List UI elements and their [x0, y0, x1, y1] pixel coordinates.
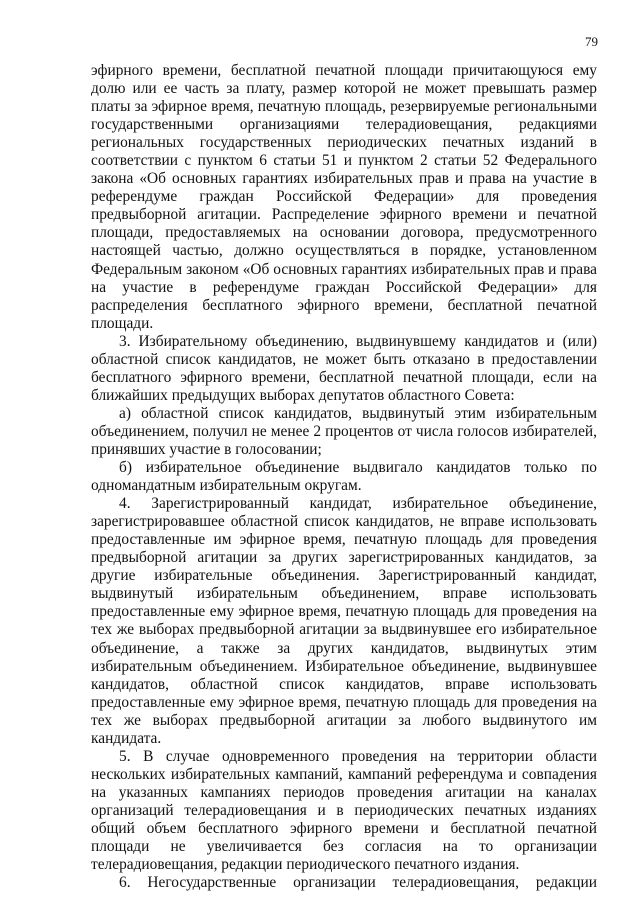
paragraph-item-3: 3. Избирательному объединению, выдвинувшему кандидатов и (или) областной список кандидатов, не может быть отказано в предоставлении бесплатного эфирного времени, бесплатной печатной площади, если на ближайших предыдущих выборах депутатов областного Совета:	[91, 332, 597, 404]
paragraph-subitem-b: б) избирательное объединение выдвигало кандидатов только по одномандатным избирательным округам.	[91, 459, 597, 495]
paragraph-item-5: 5. В случае одновременного проведения на территории области нескольких избирательных кампаний, кампаний референдума и совпадения на указанных кампаниях периодов проведения агитации на каналах организаций телерадиовещания и в периодических печатных изданиях общий объем бесплатного эфирного времени и бесплатной печатной площади не увеличивается без согласия на то организации телерадиовещания, редакции периодического печатного издания.	[91, 747, 597, 874]
paragraph-item-4: 4. Зарегистрированный кандидат, избирательное объединение, зарегистрировавшее областной список кандидатов, не вправе использовать предоставленные им эфирное время, печатную площадь для проведения предвыборной агитации за других зарегистрированных кандидатов, за другие избирательные объединения. Зарегистрированный кандидат, выдвинутый избирательным объединением, вправе использовать предоставленные ему эфирное время, печатную площадь для проведения на тех же выборах предвыборной агитации за выдвинувшее его избирательное объединение, а также за других кандидатов, выдвинутых этим избирательным объединением. Избирательное объединение, выдвинувшее кандидатов, областной список кандидатов, вправе использовать предоставленные ему эфирное время, печатную площадь для проведения на тех же выборах предвыборной агитации за любого выдвинутого им кандидата.	[91, 495, 597, 747]
paragraph-item-6: 6. Негосударственные организации телерадиовещания, редакции	[119, 874, 597, 892]
paragraph-continuation: эфирного времени, бесплатной печатной площади причитающуюся ему долю или ее часть за плату, размер которой не может превышать размер платы за эфирное время, печатную площадь, резервируемые региональными государственными организациями телерадиовещания, редакциями региональных государственных периодических печатных изданий в соответствии с пунктом 6 статьи 51 и пунктом 2 статьи 52 Федерального закона «Об основных гарантиях избирательных прав и права на участие в референдуме граждан Российской Федерации» для проведения предвыборной агитации. Распределение эфирного времени и печатной площади, предоставляемых на основании договора, предусмотренного настоящей частью, должно осуществляться в порядке, установленном Федеральным законом «Об основных гарантиях избирательных прав и права на участие в референдуме граждан Российской Федерации» для распределения бесплатного эфирного времени, бесплатной печатной площади.	[91, 62, 597, 332]
page-number: 79	[585, 34, 598, 49]
document-body	[91, 62, 597, 892]
paragraph-subitem-a: а) областной список кандидатов, выдвинутый этим избирательным объединением, получил не менее 2 процентов от числа голосов избирателей, принявших участие в голосовании;	[91, 404, 597, 458]
